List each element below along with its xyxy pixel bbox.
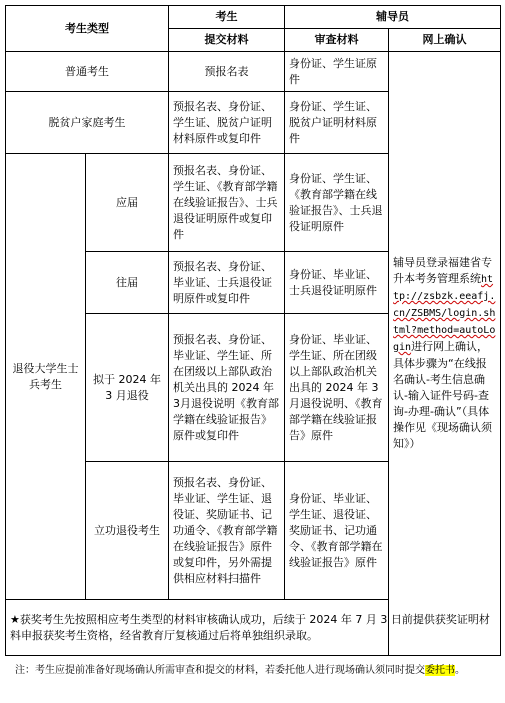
- system-url[interactable]: http://zsbzk.eeafj.cn/ZSBMS/login.shtml?method=autoLogin: [393, 274, 496, 353]
- footnote-text: 注：考生应提前准备好现场确认所需审查和提交的材料，若委托他人进行现场确认须同时提交: [15, 665, 425, 676]
- row-merit-submit: 预报名表、身份证、毕业证、学生证、退役证、奖励证书、记功通令、《教育部学籍在线验证报告》原件或复印件，另外需提供相应材料扫描件: [169, 462, 285, 600]
- row-poverty-label: 脱贫户家庭考生: [6, 92, 169, 154]
- row-ordinary-submit: 预报名表: [169, 52, 285, 92]
- row-veteran-label: 退役大学生士兵考生: [6, 154, 86, 600]
- header-student: 考生: [169, 6, 285, 29]
- header-review: 审查材料: [285, 29, 389, 52]
- row-planned-label: 拟于 2024 年 3 月退役: [86, 314, 169, 462]
- header-online: 网上确认: [389, 29, 501, 52]
- row-past-review: 身份证、毕业证、士兵退役证明原件: [285, 252, 389, 314]
- row-past-submit: 预报名表、身份证、毕业证、士兵退役证明原件或复印件: [169, 252, 285, 314]
- row-fresh-review: 身份证、学生证、《教育部学籍在线验证报告》、士兵退役证明原件: [285, 154, 389, 252]
- row-poverty-review: 身份证、学生证、脱贫户证明材料原件: [285, 92, 389, 154]
- row-past-label: 往届: [86, 252, 169, 314]
- row-ordinary-review: 身份证、学生证原件: [285, 52, 389, 92]
- footnote-highlight: 委托书: [425, 665, 455, 676]
- document: [5, 5, 500, 679]
- header-submit: 提交材料: [169, 29, 285, 52]
- header-type: 考生类型: [6, 6, 169, 52]
- row-fresh-label: 应届: [86, 154, 169, 252]
- online-steps: 进行网上确认，具体步骤为“在线报名确认-考生信息确认-输入证件号码-查询-办理-确认”（具体操作见《现场确认须知》）: [393, 340, 492, 450]
- online-confirm-cell: [389, 52, 501, 656]
- footnote: [5, 662, 500, 679]
- online-intro: 辅导员登录福建省专升本考务管理系统: [393, 256, 492, 285]
- row-planned-submit: 预报名表、身份证、毕业证、学生证、所在团级以上部队政治机关出具的 2024 年3月退役说明《教育部学籍在线验证报告》原件或复印件: [169, 314, 285, 462]
- row-ordinary-label: 普通考生: [6, 52, 169, 92]
- row-fresh-submit: 预报名表、身份证、学生证、《教育部学籍在线验证报告》、士兵退役证明原件或复印件: [169, 154, 285, 252]
- materials-table: [5, 5, 501, 656]
- award-note: ★获奖考生先按照相应考生类型的材料审核确认成功，后续于 2024 年 7 月 3 日前提供获奖证明材料申报获奖考生资格，经省教育厅复核通过后将单独组织录取。: [6, 600, 501, 656]
- row-merit-review: 身份证、毕业证、学生证、退役证、奖励证书、记功通令、《教育部学籍在线验证报告》原件: [285, 462, 389, 600]
- footnote-end: 。: [455, 665, 465, 676]
- row-merit-label: 立功退役考生: [86, 462, 169, 600]
- header-counselor: 辅导员: [285, 6, 501, 29]
- row-poverty-submit: 预报名表、身份证、学生证、脱贫户证明材料原件或复印件: [169, 92, 285, 154]
- row-planned-review: 身份证、毕业证、学生证、所在团级以上部队政治机关出具的 2024 年 3 月退役说明、《教育部学籍在线验证报告》原件: [285, 314, 389, 462]
